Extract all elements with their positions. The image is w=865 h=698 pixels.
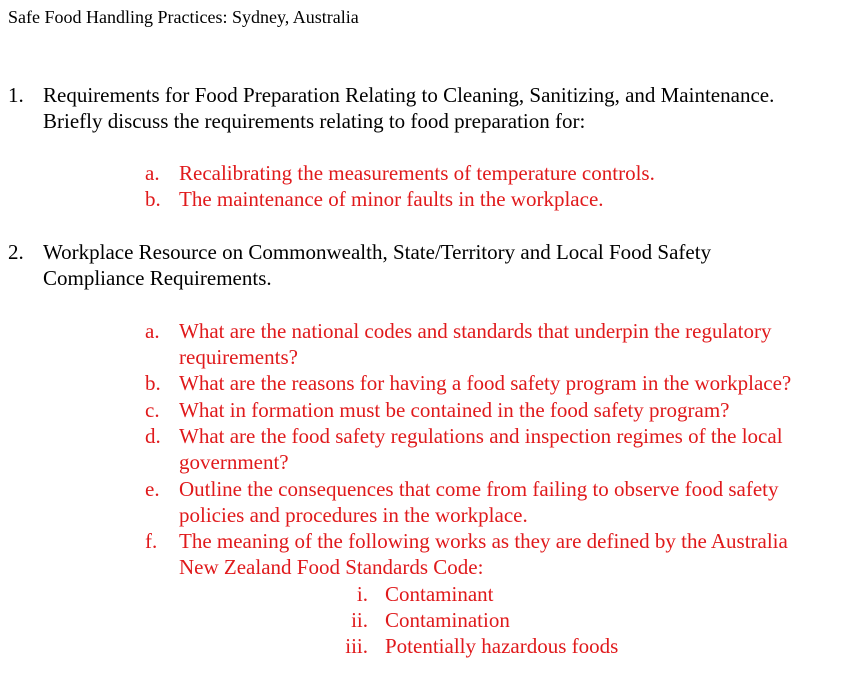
section-2-item-f-marker: f. <box>145 529 158 553</box>
section-2-item-a-marker: a. <box>145 319 160 343</box>
section-2-item-d-line-1: What are the food safety regulations and inspection regimes of the local <box>179 424 783 448</box>
section-2-item-d-marker: d. <box>145 424 161 448</box>
section-2-heading-line-1: Workplace Resource on Commonwealth, State/Territory and Local Food Safety <box>43 240 712 264</box>
subitem-iii-text: Potentially hazardous foods <box>385 634 619 658</box>
section-1-item-b-marker: b. <box>145 187 161 211</box>
section-2-item-f-line-1: The meaning of the following works as they are defined by the Australia <box>179 529 788 553</box>
section-2-item-e-line-1: Outline the consequences that come from failing to observe food safety <box>179 477 779 501</box>
subitem-iii-marker: iii. <box>345 634 368 658</box>
section-1-item-b-text: The maintenance of minor faults in the workplace. <box>179 187 604 211</box>
section-2-number: 2. <box>8 240 24 264</box>
section-2-item-a-line-2: requirements? <box>179 345 298 369</box>
page-title: Safe Food Handling Practices: Sydney, Australia <box>8 7 359 27</box>
section-1-heading-line-1: Requirements for Food Preparation Relating to Cleaning, Sanitizing, and Maintenance. <box>43 83 775 107</box>
subitem-ii-text: Contamination <box>385 608 510 632</box>
section-1-heading-line-2: Briefly discuss the requirements relating to food preparation for: <box>43 109 586 133</box>
section-1-item-a-text: Recalibrating the measurements of temperature controls. <box>179 161 655 185</box>
section-2-item-c-text: What in formation must be contained in the food safety program? <box>179 398 730 422</box>
section-1-number: 1. <box>8 83 24 107</box>
section-2-item-e-marker: e. <box>145 477 160 501</box>
section-2-item-b-marker: b. <box>145 371 161 395</box>
section-2-item-d-line-2: government? <box>179 450 289 474</box>
section-2-item-c-marker: c. <box>145 398 160 422</box>
section-2-item-f-line-2: New Zealand Food Standards Code: <box>179 555 484 579</box>
section-2-heading-line-2: Compliance Requirements. <box>43 266 272 290</box>
subitem-i-text: Contaminant <box>385 582 494 606</box>
section-1-item-a-marker: a. <box>145 161 160 185</box>
subitem-ii-marker: ii. <box>351 608 368 632</box>
section-2-item-b-text: What are the reasons for having a food safety program in the workplace? <box>179 371 792 395</box>
section-2-item-a-line-1: What are the national codes and standards that underpin the regulatory <box>179 319 772 343</box>
subitem-i-marker: i. <box>356 582 368 606</box>
section-2-item-e-line-2: policies and procedures in the workplace. <box>179 503 528 527</box>
